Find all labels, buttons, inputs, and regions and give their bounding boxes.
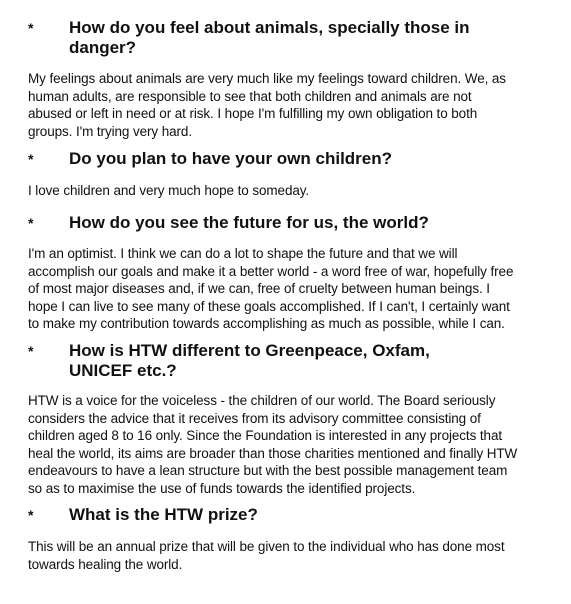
answer-paragraph: My feelings about animals are very much like my feelings toward children. We, as human adults, are responsible to see that both children and animals are not abused or left in need or at risk. I hope I'm fulfilling my own obligation to both groups. I'm trying very hard. [28,71,506,139]
question-heading [0,341,571,381]
question-heading [0,505,571,525]
bullet-asterisk: * [28,215,34,231]
answer-paragraph: I love children and very much hope to someday. [28,183,310,198]
answer-paragraph: I'm an optimist. I think we can do a lot to shape the future and that we will accomplish our goals and make it a better world - a word free of war, hopefully free of most major diseases and, if we can, free of cruelty between human beings. I hope I can live to see many of these goals accomplished. If I can't, I certainly want to make my contribution towards accomplishing as much as possible, while I can. [28,246,514,331]
qa-item [0,505,571,573]
qa-item [0,149,571,200]
answer-paragraph: This will be an annual prize that will be given to the individual who has done most towards healing the world. [28,539,505,572]
qa-item [0,341,571,497]
question-heading [0,213,571,233]
qa-item [0,18,571,140]
question-heading [0,149,571,169]
bullet-asterisk: * [28,507,34,523]
question-text: How do you feel about animals, specially those in danger? [69,18,470,57]
bullet-asterisk: * [28,20,34,36]
answer-paragraph: HTW is a voice for the voiceless - the children of our world. The Board seriously considers the advice that it receives from its advisory committee consisting of children aged 8 to 16 only. Since the Foundation is interested in any projects that heal the world, its aims are broader than those charities mentioned and finally HTW endeavours to have a lean structure but with the best possible management team so as to maximise the use of funds towards the identified projects. [28,393,518,496]
question-heading [0,18,571,58]
bullet-asterisk: * [28,343,34,359]
bullet-asterisk: * [28,151,34,167]
question-text: How is HTW different to Greenpeace, Oxfam, UNICEF etc.? [69,341,430,380]
qa-item [0,213,571,333]
question-text: How do you see the future for us, the world? [69,213,429,232]
question-text: Do you plan to have your own children? [69,149,393,168]
question-text: What is the HTW prize? [69,505,258,524]
